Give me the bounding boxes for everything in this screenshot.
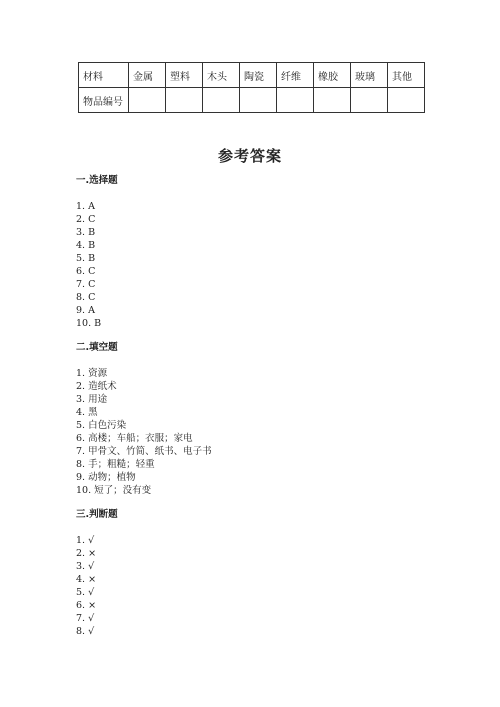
list-item: 2. C [76, 214, 96, 225]
list-item: 10. 短了；没有变 [76, 485, 152, 496]
section-heading: 三.判断题 [76, 509, 118, 520]
list-item: 3. 用途 [76, 394, 108, 405]
table-cell-material-label: 材料 [79, 63, 129, 88]
table-cell-empty [129, 88, 166, 113]
answer-list [76, 367, 212, 497]
list-item: 5. 白色污染 [76, 420, 127, 431]
list-item: 3. B [76, 227, 96, 238]
section-fill-in-blank [76, 341, 212, 497]
table-cell-ceramic: 陶瓷 [240, 63, 277, 88]
table-cell-rubber: 橡胶 [314, 63, 351, 88]
table-cell-plastic: 塑料 [166, 63, 203, 88]
list-item: 6. C [76, 266, 96, 277]
table-cell-empty [166, 88, 203, 113]
list-item: 8. C [76, 292, 96, 303]
answer-key-title: 参考答案 [217, 147, 282, 165]
list-item: 7. C [76, 279, 96, 290]
table-cell-item-number-label: 物品编号 [79, 88, 129, 113]
list-item: 9. A [76, 305, 95, 316]
table-cell-empty [240, 88, 277, 113]
list-item: 4. B [76, 240, 96, 251]
list-item: 4. × [76, 574, 97, 585]
list-item: 1. A [76, 201, 95, 212]
list-item: 7. 甲骨文、竹简、纸书、电子书 [76, 446, 212, 457]
section-multiple-choice [76, 174, 118, 330]
section-true-false [76, 508, 118, 638]
list-item: 9. 动物；植物 [76, 472, 136, 483]
list-item: 8. 手；粗糙；轻重 [76, 459, 155, 470]
list-item: 10. B [76, 318, 102, 329]
answer-list [76, 534, 118, 638]
list-item: 1. √ [76, 535, 95, 546]
list-item: 8. √ [76, 626, 95, 637]
list-item: 3. √ [76, 561, 95, 572]
material-classification-table [78, 62, 425, 113]
answer-list [76, 200, 118, 330]
table-cell-empty [388, 88, 425, 113]
table-cell-wood: 木头 [203, 63, 240, 88]
table-cell-other: 其他 [388, 63, 425, 88]
table-row-materials [79, 63, 425, 88]
table-cell-empty [203, 88, 240, 113]
table-cell-glass: 玻璃 [351, 63, 388, 88]
list-item: 6. 高楼；车船；衣服；家电 [76, 433, 193, 444]
list-item: 5. B [76, 253, 96, 264]
list-item: 2. × [76, 548, 97, 559]
list-item: 7. √ [76, 613, 95, 624]
section-heading: 二.填空题 [76, 342, 118, 353]
section-heading: 一.选择题 [76, 175, 118, 186]
list-item: 1. 资源 [76, 368, 108, 379]
table-cell-empty [277, 88, 314, 113]
list-item: 4. 黑 [76, 407, 98, 418]
table-row-item-numbers [79, 88, 425, 113]
table-cell-fiber: 纤维 [277, 63, 314, 88]
table-cell-empty [351, 88, 388, 113]
table-cell-empty [314, 88, 351, 113]
list-item: 2. 造纸术 [76, 381, 117, 392]
table-cell-metal: 金属 [129, 63, 166, 88]
list-item: 6. × [76, 600, 97, 611]
list-item: 5. √ [76, 587, 95, 598]
